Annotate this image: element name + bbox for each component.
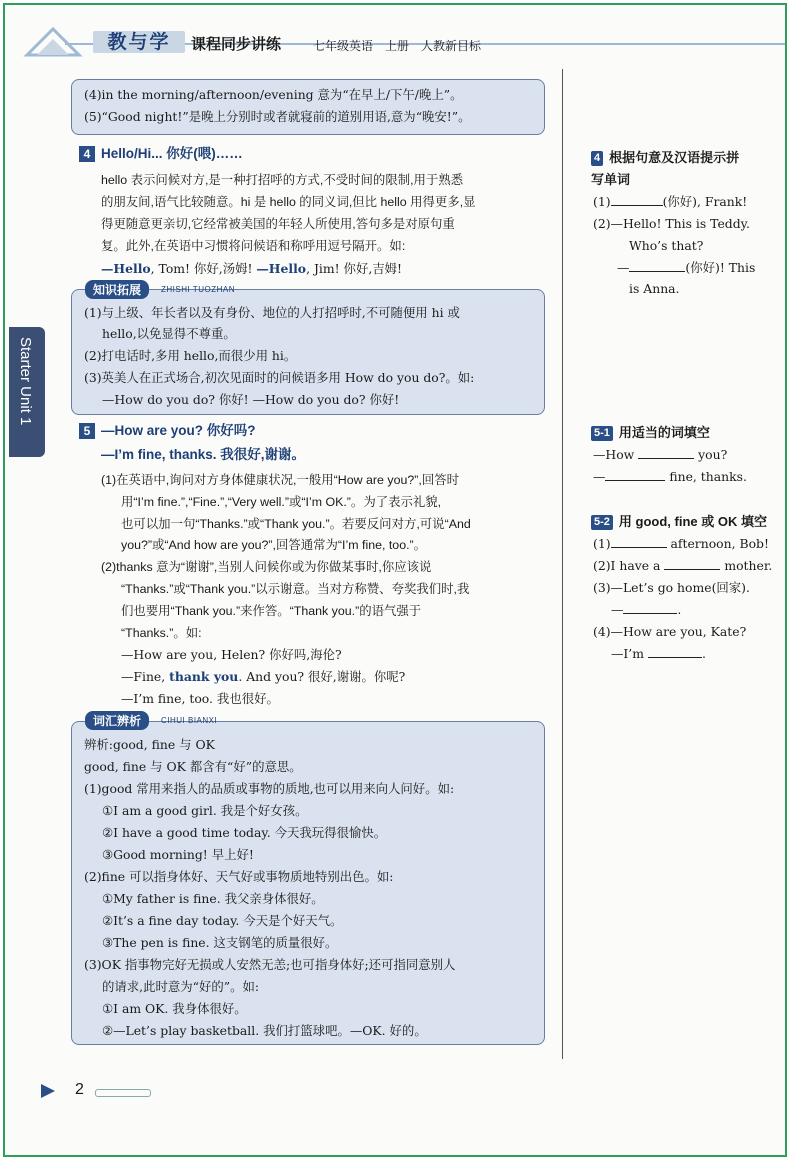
exercise-line: is Anna.	[629, 281, 680, 296]
vocab-line: (1)good 常用来指人的品质或事物的质地,也可以用来向人问好。如:	[84, 781, 455, 796]
example-keyword: —Hello	[256, 261, 307, 276]
exercise-number-badge: 4	[591, 151, 603, 166]
exercise-line	[611, 601, 681, 619]
exercise-text: fine, thanks.	[669, 469, 747, 484]
section-number-badge: 5	[79, 423, 95, 439]
exercise-number-badge: 5-2	[591, 515, 613, 530]
expansion-line: (1)与上级、年长者以及有身份、地位的人打招呼时,不可随便用 hi 或	[84, 305, 460, 320]
exercise-text: —	[611, 602, 624, 617]
section-heading-text: —How are you? 你好吗?	[101, 423, 256, 438]
exercise-title-text: 根据句意及汉语提示拼	[609, 150, 740, 165]
paragraph-line: 用“I’m fine.”,“Fine.”,“Very well.”或“I’m OK.”。为了表示礼貌,	[121, 495, 442, 509]
exercise-4-title	[591, 149, 739, 167]
expansion-line: (2)打电话时,多用 hello,而很少用 hi。	[84, 348, 297, 363]
vocab-line: ①I am OK. 我身体很好。	[102, 1001, 247, 1016]
section-5-heading-answer: —I’m fine, thanks. 我很好,谢谢。	[101, 447, 306, 462]
vocab-line: 的请求,此时意为“好的”。如:	[102, 979, 260, 994]
exercise-number-badge: 5-1	[591, 426, 613, 441]
paragraph-line: 们也要用“Thank you.”来作答。“Thank you.”的语气强于	[121, 604, 422, 618]
paragraph-line: 得更随意更亲切,它经常被美国的年轻人所使用,答句多是对原句重	[101, 217, 455, 231]
paragraph-line: 复。此外,在英语中习惯将问候语和称呼用逗号隔开。如:	[101, 239, 406, 253]
exercise-line	[593, 468, 747, 486]
exercise-line	[593, 193, 747, 211]
exercise-text: you?	[698, 447, 728, 462]
vocab-line: (3)OK 指事物完好无损或人安然无恙;也可指身体好;还可指同意别人	[84, 957, 456, 972]
section-number-badge: 4	[79, 146, 95, 162]
page-footer	[41, 1081, 151, 1101]
exercise-line: Who’s that?	[629, 238, 704, 253]
section-5-heading	[79, 422, 256, 440]
exercise-title-text: 用 good, fine 或 OK 填空	[618, 514, 767, 529]
exercise-text: mother.	[724, 558, 773, 573]
textbook-page	[3, 3, 787, 1157]
paragraph-line: hello 表示问候对方,是一种打招呼的方式,不受时间的限制,用于熟悉	[101, 173, 464, 187]
answer-blank[interactable]	[629, 271, 685, 272]
exercise-text: —	[617, 260, 630, 275]
knowledge-expansion-box	[71, 289, 545, 415]
exercise-line: (4)—How are you, Kate?	[593, 624, 747, 639]
exercise-5-2-title	[591, 513, 767, 531]
exercise-text: —How	[593, 447, 635, 462]
example-line: —I’m fine, too. 我也很好。	[121, 691, 279, 706]
vocab-line: ②It’s a fine day today. 今天是个好天气。	[102, 913, 343, 928]
expansion-line: —How do you do? 你好! —How do you do? 你好!	[102, 392, 400, 407]
unit-side-tab	[9, 327, 45, 457]
exercise-text: (你好)! This	[685, 260, 756, 275]
example-keyword: thank you	[169, 669, 239, 684]
exercise-line	[611, 645, 706, 663]
vocab-line: (2)fine 可以指身体好、天气好或事物质地特别出色。如:	[84, 869, 394, 884]
knowledge-expansion-tag: 知识拓展	[85, 280, 149, 299]
knowledge-expansion-pinyin: ZHISHI TUOZHAN	[161, 285, 235, 294]
page-number: 2	[75, 1081, 84, 1098]
header-subtitle: 七年级英语 上册 人教新目标	[313, 39, 482, 53]
note-box-continued	[71, 79, 545, 135]
example-text: —Fine,	[121, 669, 170, 684]
exercise-line	[593, 446, 727, 464]
answer-blank[interactable]	[664, 569, 720, 570]
vocabulary-tag: 词汇辨析	[85, 711, 149, 730]
answer-blank[interactable]	[605, 480, 665, 481]
exercise-text: (1)	[593, 536, 611, 551]
expansion-line: (3)英美人在正式场合,初次见面时的问候语多用 How do you do?。如:	[84, 370, 475, 385]
example-text: , Tom! 你好,汤姆!	[150, 261, 257, 276]
unit-side-tab-label: Starter Unit 1	[17, 337, 34, 426]
exercise-line	[593, 535, 769, 553]
vocab-line: good, fine 与 OK 都含有“好”的意思。	[84, 759, 302, 774]
paragraph-line: 也可以加一句“Thanks.”或“Thank you.”。若要反问对方,可说“And	[121, 517, 471, 531]
paragraph-line: (1)在英语中,询问对方身体健康状况,一般用“How are you?”,回答时	[101, 473, 459, 487]
vocab-line: ②—Let’s play basketball. 我们打篮球吧。—OK. 好的。	[102, 1023, 427, 1038]
column-divider	[562, 69, 563, 1059]
answer-blank[interactable]	[648, 657, 702, 658]
vocab-line: 辨析:good, fine 与 OK	[84, 737, 215, 752]
answer-blank[interactable]	[623, 613, 677, 614]
example-text: . And you? 很好,谢谢。你呢?	[238, 669, 406, 684]
exercise-line: (2)—Hello! This is Teddy.	[593, 216, 750, 231]
exercise-text: —I’m	[611, 646, 644, 661]
paragraph-line: (2)thanks 意为“谢谢”,当别人问候你或为你做某事时,你应该说	[101, 560, 432, 574]
header-logo: 教与学	[93, 31, 185, 53]
section-heading-text: Hello/Hi... 你好(喂)……	[101, 146, 243, 161]
vocabulary-box	[71, 721, 545, 1045]
page-arrow-icon	[41, 1084, 55, 1098]
paragraph-line: “Thanks.”或“Thank you.”以示谢意。当对方称赞、夸奖我们时,我	[121, 582, 470, 596]
exercise-text: (你好), Frank!	[662, 194, 748, 209]
expansion-line: hello,以免显得不尊重。	[102, 326, 236, 341]
exercise-line: (3)—Let’s go home(回家).	[593, 580, 750, 595]
exercise-line	[617, 259, 755, 277]
vocabulary-pinyin: CIHUI BIANXI	[161, 716, 218, 725]
exercise-text: (1)	[593, 194, 611, 209]
vocab-line: ②I have a good time today. 今天我玩得很愉快。	[102, 825, 387, 840]
exercise-text: .	[701, 646, 706, 661]
example-line: —How are you, Helen? 你好吗,海伦?	[121, 647, 342, 662]
vocab-line: ①I am a good girl. 我是个好女孩。	[102, 803, 308, 818]
exercise-text: —	[593, 469, 606, 484]
exercise-4-title-cont: 写单词	[591, 172, 631, 187]
exercise-text: .	[677, 602, 682, 617]
vocab-line: ①My father is fine. 我父亲身体很好。	[102, 891, 324, 906]
example-keyword: —Hello	[101, 261, 151, 276]
paragraph-line: 的朋友间,语气比较随意。hi 是 hello 的同义词,但比 hello 用得更多,显	[101, 195, 476, 209]
note-line: (4)in the morning/afternoon/evening 意为“在早上/下午/晚上”。	[84, 87, 463, 102]
footer-decoration	[95, 1089, 151, 1097]
exercise-5-1-title	[591, 424, 710, 442]
vocab-line: ③Good morning! 早上好!	[102, 847, 254, 862]
page-header	[5, 27, 785, 65]
exercise-title-text: 用适当的词填空	[618, 425, 710, 440]
header-title: 课程同步讲练	[191, 35, 282, 53]
answer-blank[interactable]	[638, 458, 694, 459]
example-line	[101, 260, 402, 278]
example-line	[121, 668, 405, 686]
exercise-text: (2)I have a	[593, 558, 661, 573]
vocab-line: ③The pen is fine. 这支钢笔的质量很好。	[102, 935, 338, 950]
answer-blank[interactable]	[611, 205, 663, 206]
header-decoration-icon	[23, 27, 83, 57]
example-text: , Jim! 你好,吉姆!	[306, 261, 403, 276]
note-line: (5)“Good night!”是晚上分别时或者就寝前的道别用语,意为“晚安!”。	[84, 109, 471, 124]
paragraph-line: you?”或“And how are you?”,回答通常为“I’m fine, too.”。	[121, 538, 427, 552]
paragraph-line: “Thanks.”。如:	[121, 626, 202, 640]
section-4-heading	[79, 145, 243, 163]
exercise-text: afternoon, Bob!	[670, 536, 769, 551]
answer-blank[interactable]	[611, 547, 667, 548]
exercise-line	[593, 557, 772, 575]
